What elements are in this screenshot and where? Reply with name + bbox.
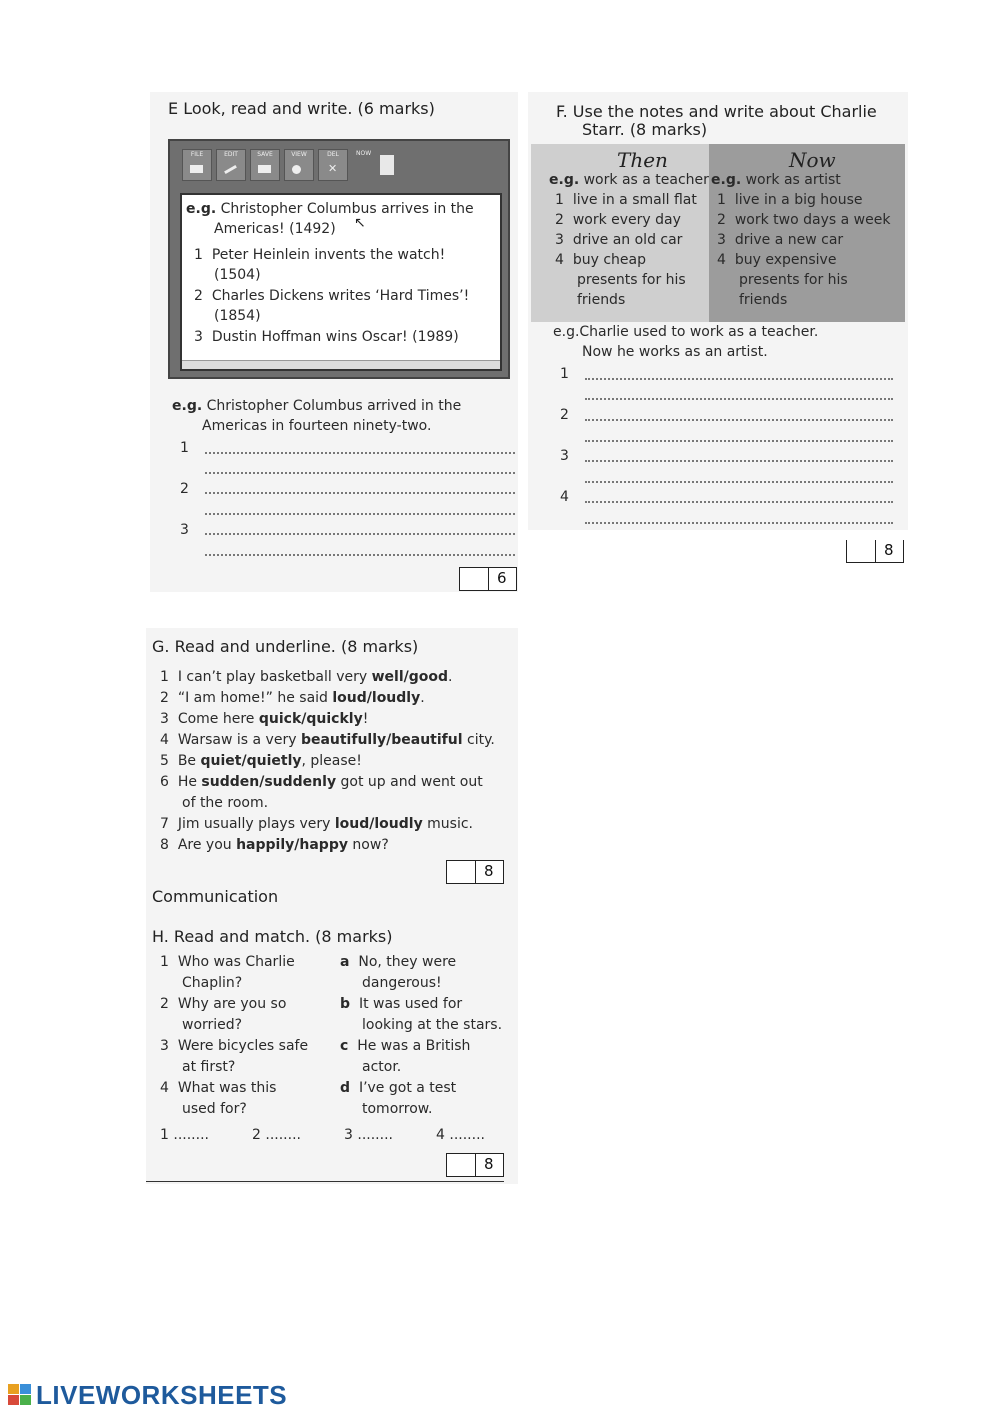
save-button[interactable]: SAVE xyxy=(250,149,280,181)
h-question-2-line2: worried? xyxy=(182,1017,243,1033)
window-item-3: 3 Dustin Hoffman wins Oscar! (1989) xyxy=(194,329,459,345)
section-f-example-line2: Now he works as an artist. xyxy=(582,344,768,360)
now-item-4: 4 buy expensive xyxy=(717,252,837,268)
section-e-example: e.g. Christopher Columbus arrived in the xyxy=(172,398,462,414)
file-icon xyxy=(190,165,203,173)
g-item-3: 3 Come here quick/quickly! xyxy=(160,711,369,727)
edit-button[interactable]: EDIT xyxy=(216,149,246,181)
liveworksheets-logo-icon xyxy=(8,1384,32,1406)
e-answer-number-1: 1 xyxy=(180,440,189,456)
window-content xyxy=(180,193,502,371)
window-item-1-line2: (1504) xyxy=(214,267,261,283)
e-answer-line[interactable] xyxy=(205,554,515,556)
g-item-1: 1 I can’t play basketball very well/good. xyxy=(160,669,453,685)
now-button[interactable]: NOW xyxy=(352,149,404,179)
f-answer-number-2: 2 xyxy=(560,407,569,423)
now-item-4-line3: friends xyxy=(739,292,788,308)
window-item-eg-line2: Americas! (1492) xyxy=(214,221,336,237)
match-blank[interactable]: ........ xyxy=(173,1127,209,1143)
h-answer-b-line2: looking at the stars. xyxy=(362,1017,503,1033)
h-question-1-line2: Chaplin? xyxy=(182,975,243,991)
section-f-title: F. Use the notes and write about Charlie xyxy=(556,102,877,121)
h-match-4: 4 ........ xyxy=(436,1127,485,1143)
disk-icon xyxy=(258,165,271,173)
section-e-score-box: 6 xyxy=(459,567,517,591)
h-match-1: 1 ........ xyxy=(160,1127,209,1143)
h-answer-a-line2: dangerous! xyxy=(362,975,442,991)
then-item-4-line2: presents for his xyxy=(577,272,686,288)
f-answer-line[interactable] xyxy=(585,522,893,524)
g-item-6-line2: of the room. xyxy=(182,795,269,811)
h-answer-a: a No, they were xyxy=(340,954,457,970)
e-answer-number-3: 3 xyxy=(180,522,189,538)
file-button[interactable]: FILE xyxy=(182,149,212,181)
section-f-example: e.g.Charlie used to work as a teacher. xyxy=(553,324,819,340)
window-item-eg: e.g. Christopher Columbus arrives in the xyxy=(186,201,474,217)
h-answer-b: b It was used for xyxy=(340,996,463,1012)
section-f-title-line2: Starr. (8 marks) xyxy=(582,120,708,139)
e-answer-number-2: 2 xyxy=(180,481,189,497)
then-item-3: 3 drive an old car xyxy=(555,232,683,248)
timeline-window xyxy=(168,139,510,379)
now-item-3: 3 drive a new car xyxy=(717,232,844,248)
e-answer-line[interactable] xyxy=(205,492,515,494)
g-item-8: 8 Are you happily/happy now? xyxy=(160,837,389,853)
now-item-2: 2 work two days a week xyxy=(717,212,891,228)
footer-brand[interactable]: LIVEWORKSHEETS xyxy=(36,1380,288,1410)
section-f-score-box: 8 xyxy=(846,540,904,563)
then-item-1: 1 live in a small flat xyxy=(555,192,697,208)
g-item-7: 7 Jim usually plays very loud/loudly music. xyxy=(160,816,473,832)
then-header: Then xyxy=(617,148,668,172)
now-item-4-line2: presents for his xyxy=(739,272,848,288)
f-answer-number-1: 1 xyxy=(560,366,569,382)
now-item-eg: e.g. work as artist xyxy=(711,172,841,188)
window-item-2-line2: (1854) xyxy=(214,308,261,324)
section-g-score-box: 8 xyxy=(446,860,504,884)
view-button[interactable]: VIEW xyxy=(284,149,314,181)
h-question-2: 2 Why are you so xyxy=(160,996,287,1012)
f-answer-line[interactable] xyxy=(585,460,893,462)
then-item-eg: e.g. work as a teacher xyxy=(549,172,709,188)
f-answer-line[interactable] xyxy=(585,398,893,400)
g-item-5: 5 Be quiet/quietly, please! xyxy=(160,753,362,769)
section-e-title: E Look, read and write. (6 marks) xyxy=(168,99,435,118)
now-header: Now xyxy=(789,148,836,172)
f-answer-number-3: 3 xyxy=(560,448,569,464)
note-icon xyxy=(380,155,394,175)
delete-button[interactable]: DEL ✕ xyxy=(318,149,348,181)
e-answer-line[interactable] xyxy=(205,513,515,515)
pencil-icon xyxy=(224,165,237,174)
section-e-example-line2: Americas in fourteen ninety-two. xyxy=(202,418,432,434)
match-blank[interactable]: ........ xyxy=(265,1127,301,1143)
h-answer-c-line2: actor. xyxy=(362,1059,402,1075)
h-question-4: 4 What was this xyxy=(160,1080,277,1096)
h-answer-d-line2: tomorrow. xyxy=(362,1101,433,1117)
window-scrollbar[interactable] xyxy=(182,360,500,369)
g-item-2: 2 “I am home!” he said loud/loudly. xyxy=(160,690,425,706)
f-answer-line[interactable] xyxy=(585,419,893,421)
section-h-score-box: 8 xyxy=(446,1153,504,1177)
h-question-3: 3 Were bicycles safe xyxy=(160,1038,309,1054)
e-answer-line[interactable] xyxy=(205,533,515,535)
match-blank[interactable]: ........ xyxy=(357,1127,393,1143)
match-blank[interactable]: ........ xyxy=(449,1127,485,1143)
e-answer-line[interactable] xyxy=(205,452,515,454)
h-answer-d: d I’ve got a test xyxy=(340,1080,457,1096)
g-item-4: 4 Warsaw is a very beautifully/beautiful city. xyxy=(160,732,495,748)
f-answer-line[interactable] xyxy=(585,440,893,442)
notes-table xyxy=(531,144,905,322)
g-item-6: 6 He sudden/suddenly got up and went out xyxy=(160,774,483,790)
delete-icon: ✕ xyxy=(328,162,338,175)
window-item-2: 2 Charles Dickens writes ‘Hard Times’! xyxy=(194,288,470,304)
h-question-3-line2: at first? xyxy=(182,1059,236,1075)
magnifier-icon xyxy=(292,165,301,174)
h-match-2: 2 ........ xyxy=(252,1127,301,1143)
h-answer-c: c He was a British xyxy=(340,1038,471,1054)
window-item-1: 1 Peter Heinlein invents the watch! xyxy=(194,247,446,263)
f-answer-line[interactable] xyxy=(585,501,893,503)
then-item-4: 4 buy cheap xyxy=(555,252,646,268)
cursor-icon: ↖ xyxy=(354,215,366,231)
h-question-1: 1 Who was Charlie xyxy=(160,954,295,970)
e-answer-line[interactable] xyxy=(205,472,515,474)
communication-heading: Communication xyxy=(152,887,279,906)
h-match-3: 3 ........ xyxy=(344,1127,393,1143)
then-item-2: 2 work every day xyxy=(555,212,681,228)
h-question-4-line2: used for? xyxy=(182,1101,247,1117)
f-answer-line[interactable] xyxy=(585,481,893,483)
f-answer-line[interactable] xyxy=(585,378,893,380)
then-item-4-line3: friends xyxy=(577,292,626,308)
section-divider xyxy=(146,1181,504,1182)
f-answer-number-4: 4 xyxy=(560,489,569,505)
section-h-title: H. Read and match. (8 marks) xyxy=(152,927,393,946)
window-toolbar xyxy=(176,147,416,181)
now-item-1: 1 live in a big house xyxy=(717,192,863,208)
section-g-title: G. Read and underline. (8 marks) xyxy=(152,637,419,656)
